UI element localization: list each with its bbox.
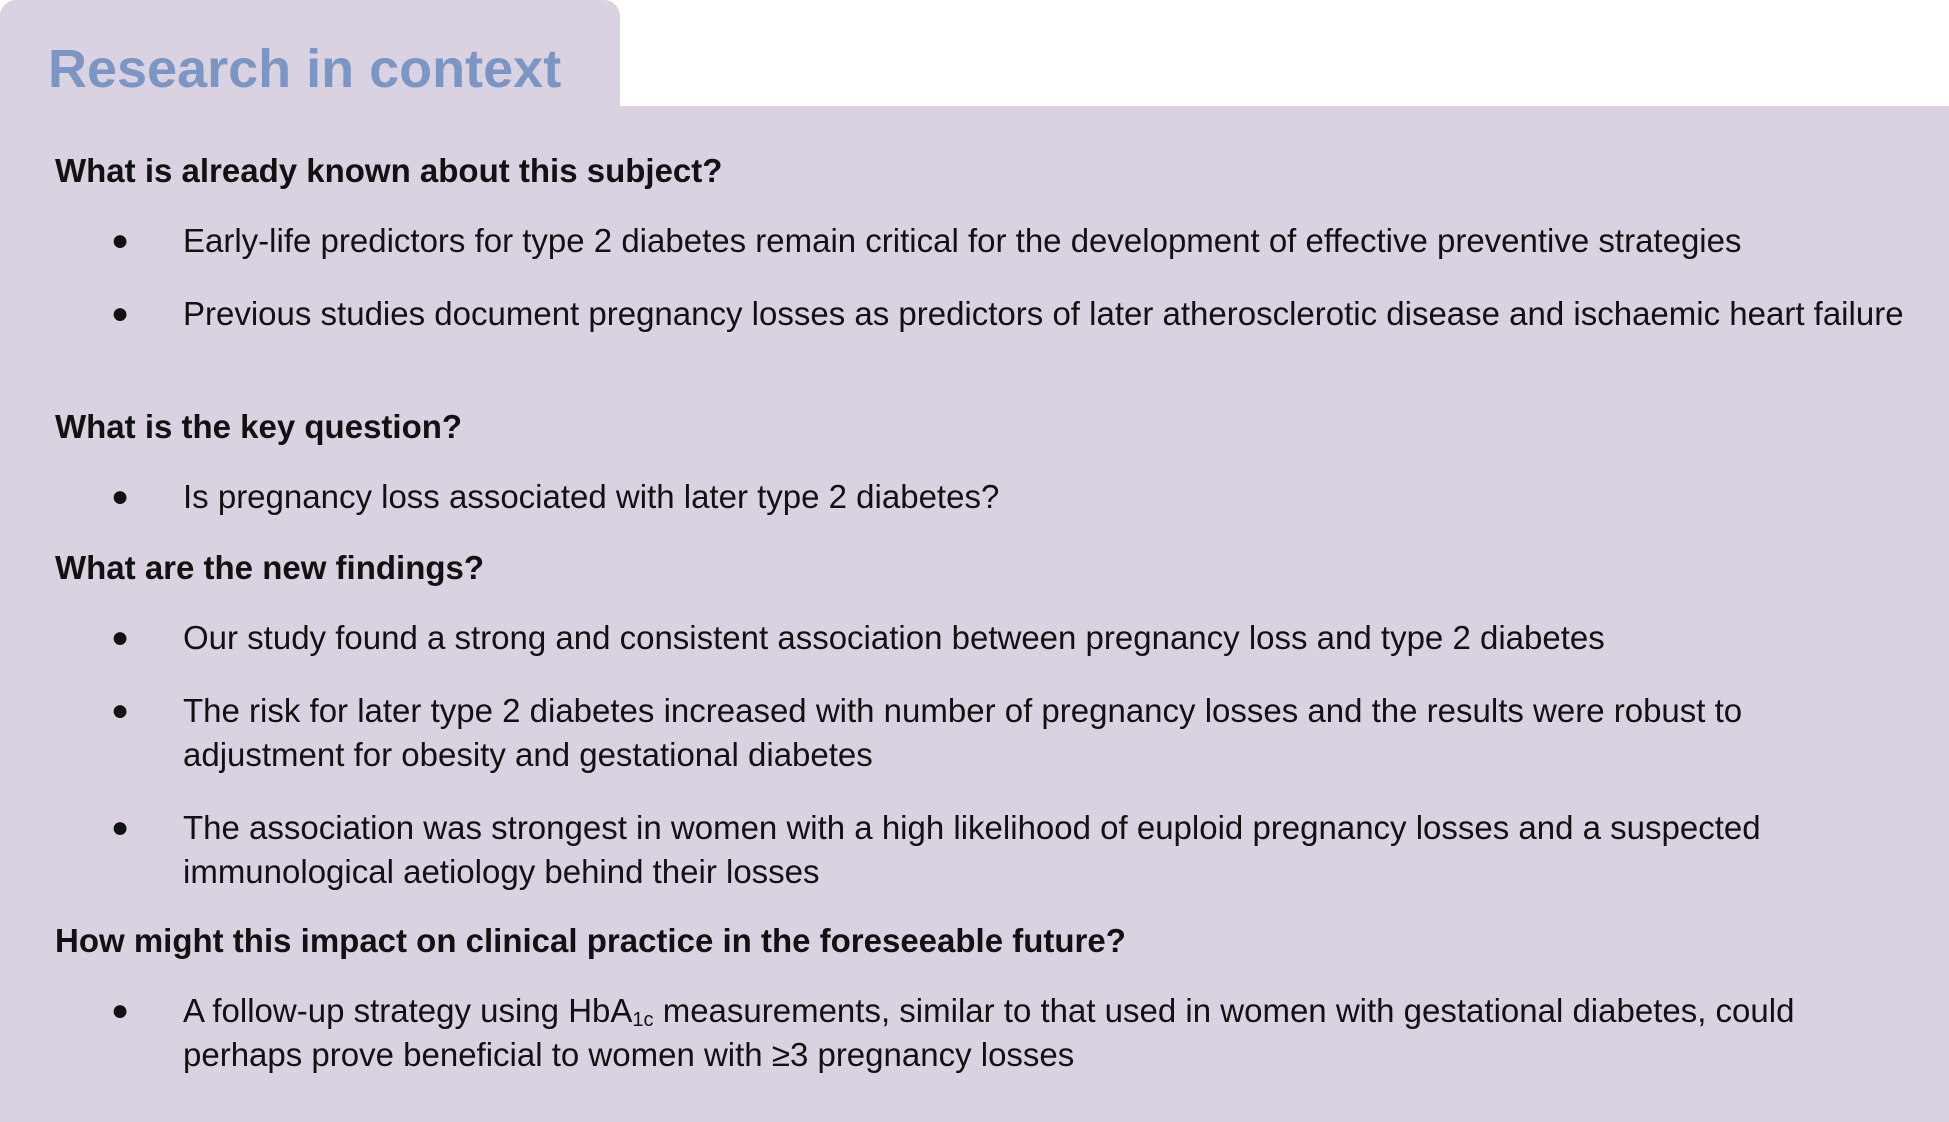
bullet-icon: ● <box>111 297 130 330</box>
section-heading-known: What is already known about this subject? <box>55 152 723 189</box>
list-item-text: Early-life predictors for type 2 diabetes remain critical for the development of effective preventive strategies <box>183 222 1742 259</box>
hba1c-prefix: A follow-up strategy using HbA <box>183 992 633 1029</box>
hba1c-suffix: measurements, similar to that used in women with gestational diabetes, could perhaps prove beneficial to women with ≥3 pregnancy losses <box>183 992 1795 1073</box>
section-heading-clinical-impact: How might this impact on clinical practice in the foreseeable future? <box>55 922 1126 959</box>
list-item-text: The association was strongest in women with a high likelihood of euploid pregnancy losses and a suspected immunological aetiology behind their losses <box>183 809 1761 890</box>
hba1c-subscript: 1c <box>632 1009 654 1031</box>
list-item-text: Previous studies document pregnancy losses as predictors of later atherosclerotic disease and ischaemic heart failure <box>183 295 1904 332</box>
section-heading-key-question: What is the key question? <box>55 408 463 445</box>
bullet-icon: ● <box>111 621 130 654</box>
research-in-context-panel <box>0 106 1949 1122</box>
list-item-text: Is pregnancy loss associated with later type 2 diabetes? <box>183 478 1000 515</box>
section-heading-new-findings: What are the new findings? <box>55 549 485 586</box>
list-item-text: Our study found a strong and consistent association between pregnancy loss and type 2 diabetes <box>183 619 1605 656</box>
box-title: Research in context <box>48 39 562 99</box>
bullet-icon: ● <box>111 224 130 257</box>
list-item-text: The risk for later type 2 diabetes increased with number of pregnancy losses and the results were robust to adjustment for obesity and gestational diabetes <box>183 692 1743 773</box>
list-item-text <box>183 989 1909 1077</box>
bullet-icon: ● <box>111 480 130 513</box>
bullet-icon: ● <box>111 811 130 844</box>
bullet-icon: ● <box>111 994 130 1027</box>
bullet-icon: ● <box>111 694 130 727</box>
